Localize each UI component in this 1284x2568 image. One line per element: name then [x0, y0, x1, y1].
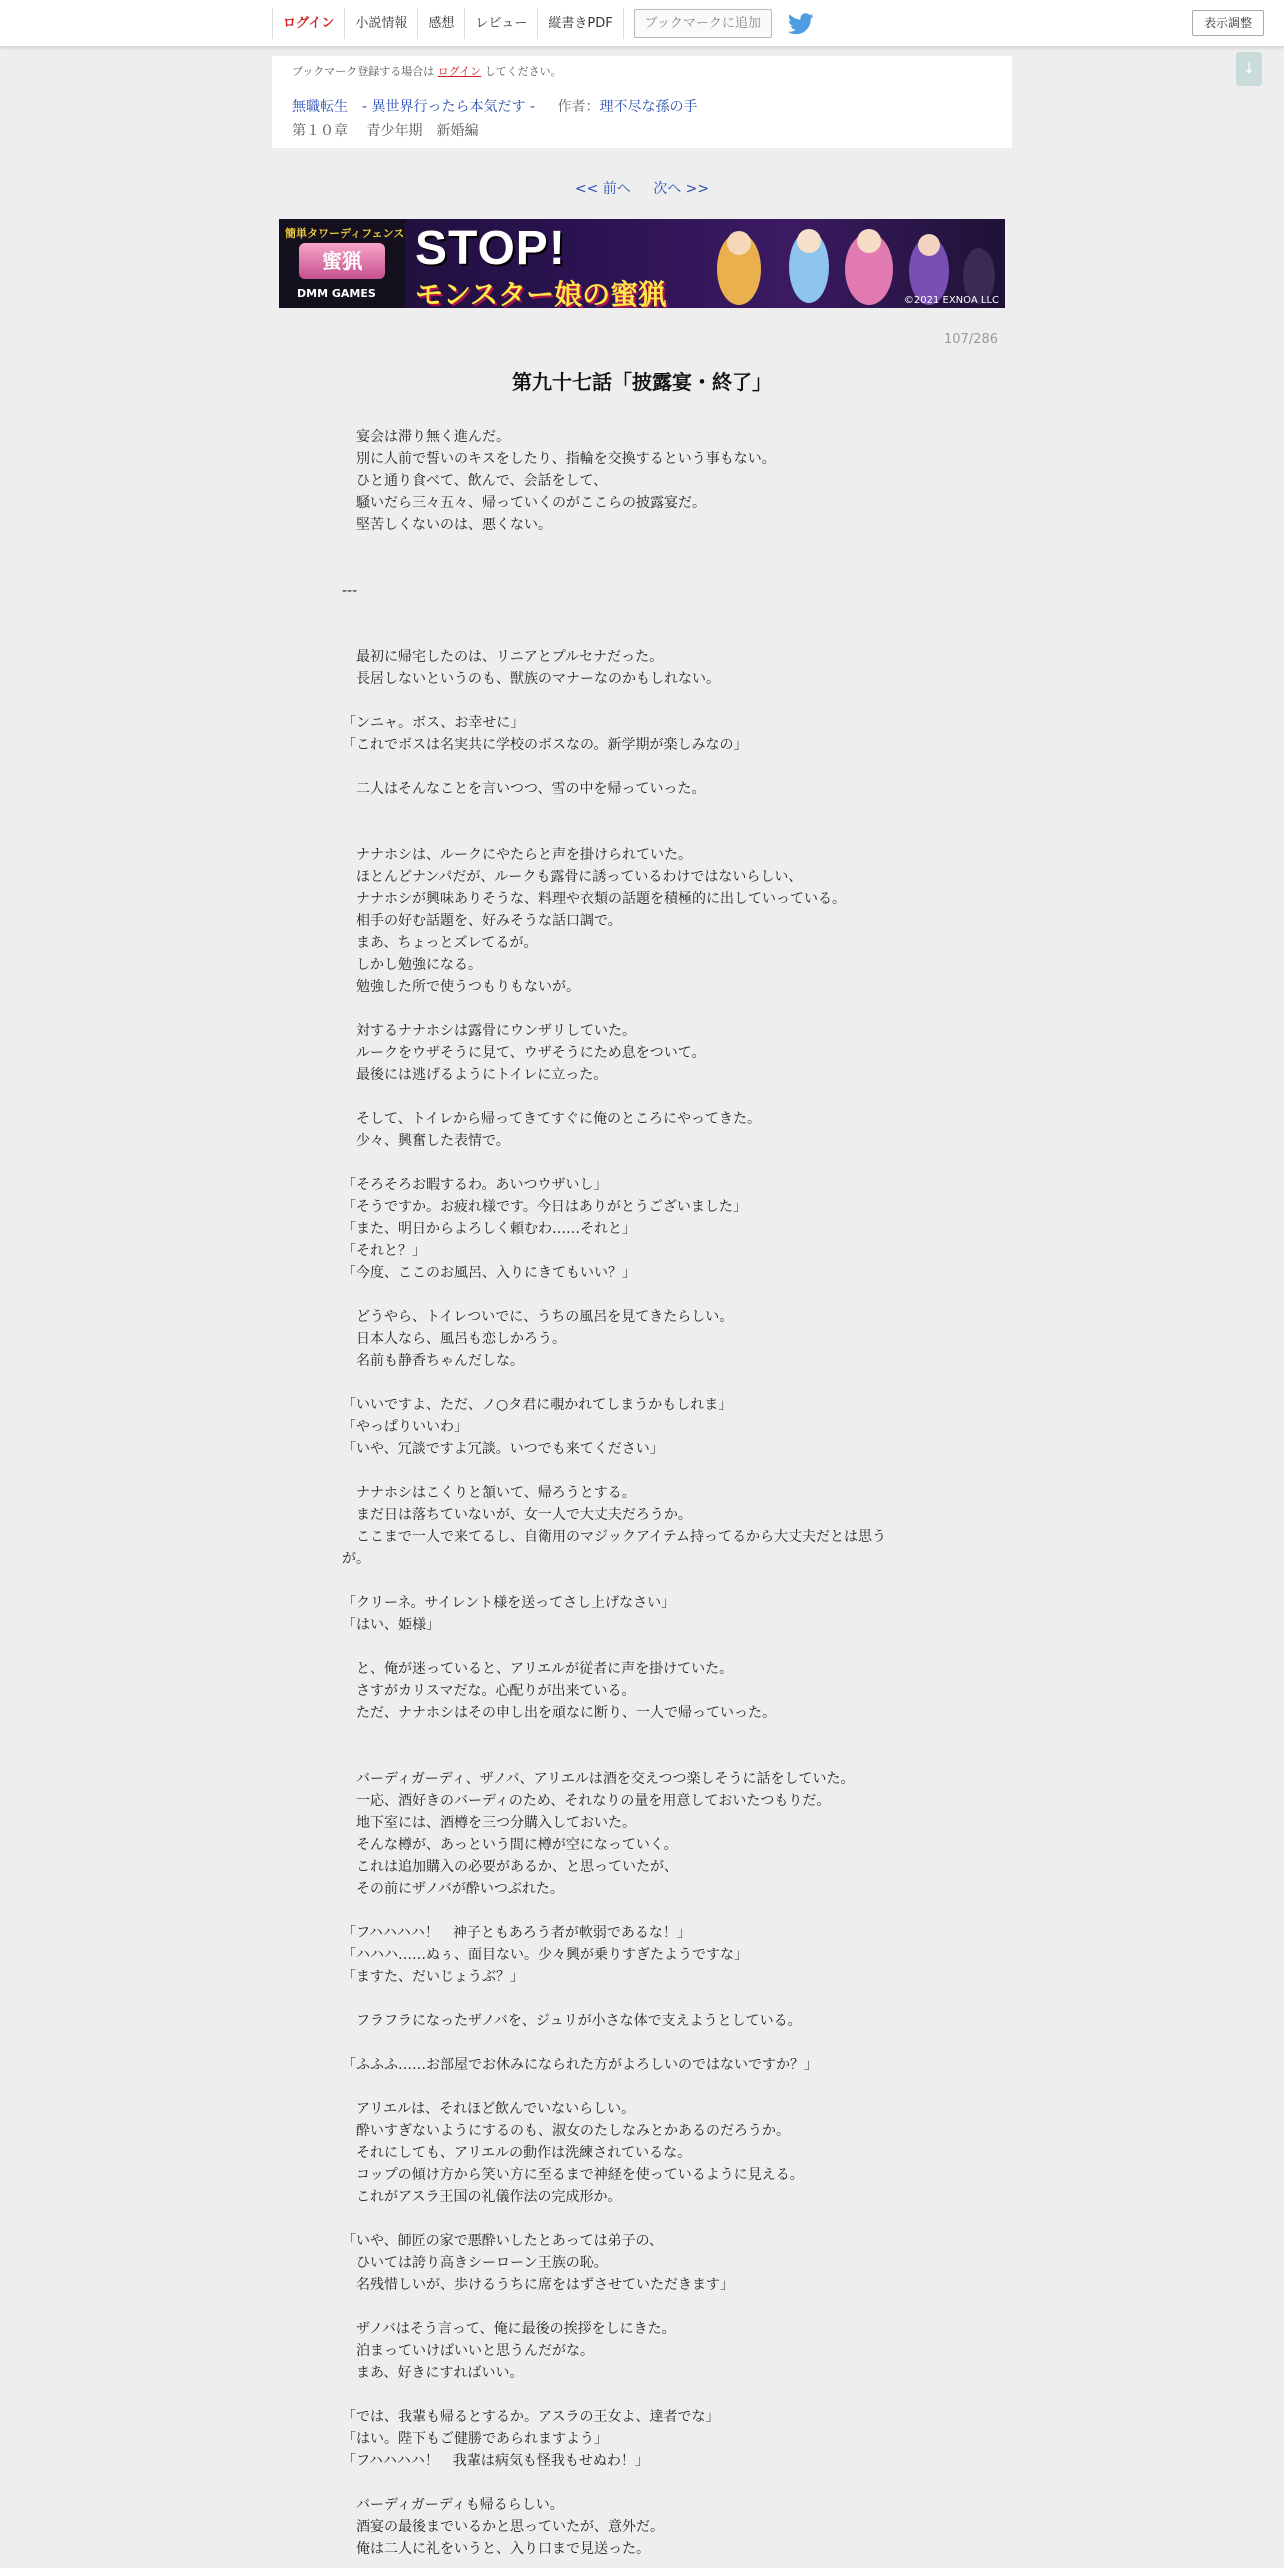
banner-characters-illustration: [699, 221, 999, 306]
body-line: 名残惜しいが、歩けるうちに席をはずさせていただきます」: [342, 2277, 734, 2293]
body-line: ナナホシは、ルークにやたらと声を掛けられていた。: [342, 847, 692, 863]
chapter-number: 第１０章: [292, 123, 348, 139]
twitter-bird-icon[interactable]: [788, 13, 814, 35]
prev-episode-link[interactable]: << 前へ: [574, 181, 631, 197]
body-line: 「これでボスは名実共に学校のボスなの。新学期が楽しみなの」: [342, 737, 748, 753]
body-line: しかし勉強になる。: [342, 957, 482, 973]
body-line: [342, 602, 942, 624]
body-line: [342, 558, 942, 580]
body-line: [342, 1724, 942, 1746]
body-line: まあ、好きにすればいい。: [342, 2365, 524, 2381]
novel-info-link[interactable]: 小説情報: [345, 8, 418, 39]
body-line: 少々、興奮した表情で。: [342, 1133, 510, 1149]
body-line: [342, 1284, 942, 1306]
body-line: [342, 822, 942, 844]
bookmark-notice: [292, 63, 562, 79]
body-line: ルークをウザそうに見て、ウザそうにため息をついて。: [342, 1045, 706, 1061]
body-line: バーディガーディも帰るらしい。: [342, 2497, 564, 2513]
body-line: ただ、ナナホシはその申し出を頑なに断り、一人で帰っていった。: [342, 1705, 776, 1721]
body-line: まあ、ちょっとズレてるが。: [342, 935, 538, 951]
body-line: 勉強した所で使うつもりもないが。: [342, 979, 580, 995]
episode-body: [342, 426, 942, 2560]
body-line: [342, 2208, 942, 2230]
review-link[interactable]: レビュー: [465, 8, 538, 39]
next-episode-link[interactable]: 次へ >>: [653, 181, 710, 197]
body-line: 泊まっていけばいいと思うんだがな。: [342, 2343, 594, 2359]
body-line: [342, 2296, 942, 2318]
body-line: 「フハハハハ！ 我輩は病気も怪我もせぬわ！」: [342, 2453, 649, 2469]
body-line: 別に人前で誓いのキスをしたり、指輪を交換するという事もない。: [342, 451, 776, 467]
body-line: バーディガーディ、ザノバ、アリエルは酒を交えつつ楽しそうに話をしていた。: [342, 1771, 855, 1787]
body-line: ザノバはそう言って、俺に最後の挨拶をしにきた。: [342, 2321, 676, 2337]
body-line: 名前も静香ちゃんだしな。: [342, 1353, 524, 1369]
body-line: その前にザノバが酔いつぶれた。: [342, 1881, 564, 1897]
body-line: [342, 1086, 942, 1108]
body-line: [342, 998, 942, 1020]
banner-copyright: ©2021 EXNOA LLC: [903, 295, 999, 306]
body-line: [342, 536, 942, 558]
body-line: ひいては誇り高きシーローン王族の恥。: [342, 2255, 608, 2271]
banner-headline: STOP!: [415, 222, 566, 275]
body-line: 騒いだら三々五々、帰っていくのがここらの披露宴だ。: [342, 495, 706, 511]
author-link[interactable]: 理不尽な孫の手: [599, 99, 698, 115]
body-line: そして、トイレから帰ってきてすぐに俺のところにやってきた。: [342, 1111, 762, 1127]
body-line: さすがカリスマだな。心配りが出来ている。: [342, 1683, 636, 1699]
vertical-pdf-link[interactable]: 縦書きPDF: [538, 8, 623, 39]
notice-login-link[interactable]: ログイン: [437, 65, 482, 78]
notice-prefix: ブックマーク登録する場合は: [292, 65, 435, 78]
body-line: [342, 624, 942, 646]
body-line: 「ますた、だいじょうぶ？」: [342, 1969, 524, 1985]
body-line: 「ンニャ。ボス、お幸せに」: [342, 715, 525, 731]
body-line: これがアスラ王国の礼儀作法の完成形か。: [342, 2189, 622, 2205]
body-line: ナナホシはこくりと頷いて、帰ろうとする。: [342, 1485, 636, 1501]
body-line: アリエルは、それほど飲んでいないらしい。: [342, 2101, 636, 2117]
body-line: 対するナナホシは露骨にウンザリしていた。: [342, 1023, 636, 1039]
chapter-title: 青少年期 新婚編: [366, 123, 479, 139]
body-line: ナナホシが興味ありそうな、料理や衣類の話題を積極的に出していっている。: [342, 891, 846, 907]
body-line: 「では、我輩も帰るとするか。アスラの王女よ、達者でな」: [342, 2409, 720, 2425]
body-line: [342, 1988, 942, 2010]
body-line: 「いや、師匠の家で悪酔いしたとあっては弟子の、: [342, 2233, 664, 2249]
scroll-down-button[interactable]: ↓: [1236, 52, 1262, 86]
body-line: フラフラになったザノバを、ジュリが小さな体で支えようとしている。: [342, 2013, 802, 2029]
body-line: [342, 2076, 942, 2098]
body-line: ---: [342, 583, 358, 599]
body-line: [342, 2384, 942, 2406]
body-line: ここまで一人で来てるし、自衛用のマジックアイテム持ってるから大丈夫だとは思う: [342, 1529, 887, 1545]
body-line: 「クリーネ。サイレント様を送ってさし上げなさい」: [342, 1595, 676, 1611]
impressions-link[interactable]: 感想: [418, 8, 465, 39]
body-line: 「はい。陛下もご健勝であられますよう」: [342, 2431, 608, 2447]
chapter-line: [292, 120, 492, 140]
body-line: コップの傾け方から笑い方に至るまで神経を使っているように見える。: [342, 2167, 804, 2183]
display-settings-button[interactable]: 表示調整: [1192, 10, 1264, 36]
banner-subline: モンスター娘の蜜猟: [415, 278, 667, 308]
body-line: 「いや、冗談ですよ冗談。いつでも来てください」: [342, 1441, 664, 1457]
body-line: そんな樽が、あっという間に樽が空になっていく。: [342, 1837, 678, 1853]
body-line: 宴会は滞り無く進んだ。: [342, 429, 510, 445]
body-line: 俺は二人に礼をいうと、入り口まで見送った。: [342, 2541, 650, 2557]
banner-logo: 蜜猟: [299, 243, 385, 279]
body-line: [342, 1152, 942, 1174]
banner-left-panel: [279, 219, 405, 308]
add-bookmark-button[interactable]: ブックマークに追加: [634, 9, 772, 38]
novel-info-box: [272, 56, 1012, 148]
body-line: 「ふふふ……お部屋でお休みになられた方がよろしいのではないですか？」: [342, 2057, 818, 2073]
body-line: 最後には逃げるようにトイレに立った。: [342, 1067, 608, 1083]
body-line: [342, 2472, 942, 2494]
body-line: [342, 1460, 942, 1482]
body-line: 「今度、ここのお風呂、入りにきてもいい？」: [342, 1265, 636, 1281]
body-line: [342, 1900, 942, 1922]
body-line: [342, 1570, 942, 1592]
body-line: 「はい、姫様」: [342, 1617, 440, 1633]
body-line: これは追加購入の必要があるか、と思っていたが、: [342, 1859, 678, 1875]
body-line: 「そうですか。お疲れ様です。今日はありがとうございました」: [342, 1199, 747, 1215]
series-title-link[interactable]: 無職転生 - 異世界行ったら本気だす -: [292, 99, 536, 115]
body-line: [342, 690, 942, 712]
body-line: 「やっぱりいいわ」: [342, 1419, 468, 1435]
body-line: ひと通り食べて、飲んで、会話をして、: [342, 473, 608, 489]
author-label: 作者：: [557, 99, 600, 115]
body-line: と、俺が迷っていると、アリエルが従者に声を掛けていた。: [342, 1661, 734, 1677]
body-line: 「そろそろお暇するわ。あいつウザいし」: [342, 1177, 608, 1193]
body-line: 二人はそんなことを言いつつ、雪の中を帰っていった。: [342, 781, 706, 797]
body-line: 「いいですよ、ただ、ノ○タ君に覗かれてしまうかもしれま」: [342, 1397, 733, 1413]
episode-title: 第九十七話「披露宴・終了」: [512, 370, 772, 394]
advertisement-banner[interactable]: [279, 219, 1005, 308]
body-line: 「ハハハ……ぬぅ、面目ない。少々興が乗りすぎたようですな」: [342, 1947, 748, 1963]
banner-brand: DMM GAMES: [297, 287, 376, 300]
episode-counter: 107/286: [944, 332, 999, 347]
body-line: それにしても、アリエルの動作は洗練されているな。: [342, 2145, 692, 2161]
body-line: 最初に帰宅したのは、リニアとプルセナだった。: [342, 649, 664, 665]
body-line: 「フハハハハ！ 神子ともあろう者が軟弱であるな！」: [342, 1925, 691, 1941]
login-link[interactable]: ログイン: [272, 8, 345, 39]
body-line: 「また、明日からよろしく頼むわ……それと」: [342, 1221, 636, 1237]
notice-suffix: してください。: [484, 65, 562, 78]
body-line: ほとんどナンパだが、ルークも露骨に誘っているわけではないらしい、: [342, 869, 803, 885]
body-line: 地下室には、酒樽を三つ分購入しておいた。: [342, 1815, 636, 1831]
top-navigation-bar: [0, 0, 1284, 47]
body-line: [342, 1636, 942, 1658]
body-line: まだ日は落ちていないが、女一人で大丈夫だろうか。: [342, 1507, 692, 1523]
body-line: 酒宴の最後までいるかと思っていたが、意外だ。: [342, 2519, 664, 2535]
body-line: が。: [342, 1551, 370, 1567]
body-line: [342, 1372, 942, 1394]
series-line: [292, 96, 697, 116]
body-line: 「それと？」: [342, 1243, 426, 1259]
header-nav: [272, 8, 814, 39]
body-line: [342, 800, 942, 822]
body-line: 堅苦しくないのは、悪くない。: [342, 517, 552, 533]
body-line: 長居しないというのも、獣族のマナーなのかもしれない。: [342, 671, 720, 687]
body-line: [342, 1746, 942, 1768]
body-line: 日本人なら、風呂も恋しかろう。: [342, 1331, 566, 1347]
body-line: [342, 756, 942, 778]
banner-tag: 簡単タワーディフェンス: [285, 227, 405, 240]
body-line: [342, 2032, 942, 2054]
body-line: 一応、酒好きのバーディのため、それなりの量を用意しておいたつもりだ。: [342, 1793, 831, 1809]
episode-pager: [0, 178, 1284, 198]
body-line: どうやら、トイレついでに、うちの風呂を見てきたらしい。: [342, 1309, 734, 1325]
body-line: 酔いすぎないようにするのも、淑女のたしなみとかあるのだろうか。: [342, 2123, 790, 2139]
body-line: 相手の好む話題を、好みそうな話口調で。: [342, 913, 622, 929]
